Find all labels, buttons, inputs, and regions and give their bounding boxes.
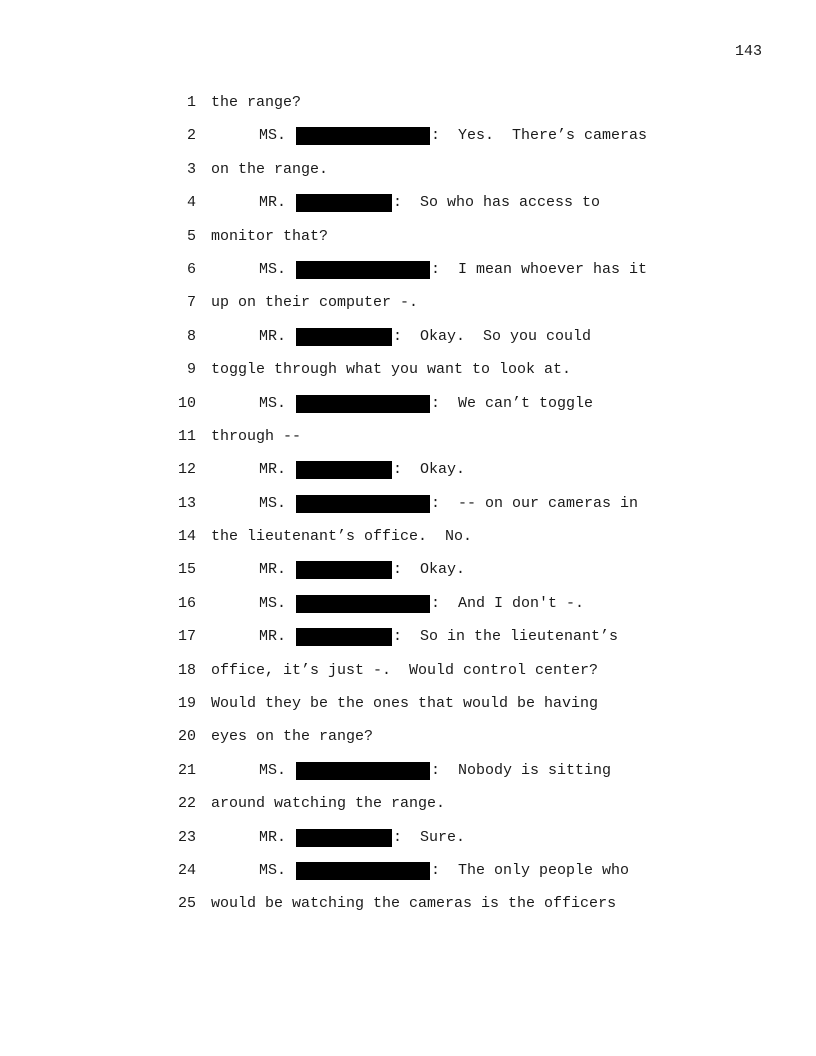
line-number: 7 (186, 294, 196, 312)
redaction-bar (296, 628, 392, 646)
transcript-line (0, 161, 816, 194)
redaction-bar (296, 461, 392, 479)
line-number: 16 (177, 594, 196, 612)
redaction-bar (296, 495, 430, 513)
redaction-bar (296, 328, 392, 346)
speaker-title: MS. (259, 861, 287, 879)
line-text (259, 862, 629, 880)
line-text: Would they be the ones that would be having (211, 695, 599, 713)
line-text (259, 829, 465, 847)
line-text: would be watching the cameras is the officers (211, 895, 617, 913)
speaker-statement: : We can’t toggle (431, 394, 594, 412)
redaction-bar (296, 261, 430, 279)
speaker-statement: : Okay. So you could (393, 327, 592, 345)
redaction-bar (296, 829, 392, 847)
speaker-statement: : -- on our cameras in (431, 494, 639, 512)
line-text (259, 495, 638, 513)
speaker-title: MS. (259, 761, 287, 779)
line-number: 17 (177, 628, 196, 646)
line-number: 4 (186, 194, 196, 212)
transcript-line (0, 127, 816, 160)
line-text: toggle through what you want to look at. (211, 361, 572, 379)
line-text: the range? (211, 94, 302, 111)
line-number: 21 (177, 761, 196, 779)
line-number: 8 (186, 327, 196, 345)
redaction-bar (296, 561, 392, 579)
line-text (259, 595, 584, 613)
speaker-title: MS. (259, 394, 287, 412)
redaction-bar (296, 595, 430, 613)
transcript-line (0, 695, 816, 728)
speaker-statement: : So in the lieutenant’s (393, 628, 619, 646)
transcript-line (0, 94, 816, 127)
speaker-statement: : So who has access to (393, 194, 601, 212)
speaker-statement: : Yes. There’s cameras (431, 127, 648, 145)
transcript-line (0, 628, 816, 661)
line-number: 14 (177, 528, 196, 546)
transcript-line (0, 762, 816, 795)
line-number: 12 (177, 461, 196, 479)
line-text (259, 628, 618, 646)
transcript-line (0, 895, 816, 928)
transcript-line (0, 728, 816, 761)
transcript-line (0, 294, 816, 327)
line-number: 23 (177, 828, 196, 846)
speaker-statement: : Okay. (393, 561, 466, 579)
transcript-line (0, 528, 816, 561)
speaker-title: MR. (259, 828, 287, 846)
line-text (259, 328, 591, 346)
line-text (259, 561, 465, 579)
line-number: 5 (186, 227, 196, 245)
transcript-line (0, 361, 816, 394)
transcript-line (0, 561, 816, 594)
page-number: 143 (734, 43, 762, 60)
speaker-statement: : Sure. (393, 828, 466, 846)
transcript-line (0, 495, 816, 528)
transcript-line (0, 829, 816, 862)
line-number: 24 (177, 861, 196, 879)
line-number: 1 (186, 94, 196, 111)
line-text: up on their computer -. (211, 294, 419, 312)
speaker-title: MR. (259, 461, 287, 479)
transcript-line (0, 428, 816, 461)
speaker-statement: : I mean whoever has it (431, 260, 648, 278)
redaction-bar (296, 127, 430, 145)
line-number: 6 (186, 260, 196, 278)
line-number: 25 (177, 895, 196, 913)
line-text (259, 194, 600, 212)
line-number: 10 (177, 394, 196, 412)
line-text: office, it’s just -. Would control center? (211, 661, 599, 679)
line-number: 19 (177, 695, 196, 713)
line-text: through -- (211, 427, 302, 445)
transcript-line (0, 395, 816, 428)
transcript-body (0, 94, 816, 929)
transcript-line (0, 862, 816, 895)
redaction-bar (296, 862, 430, 880)
transcript-line (0, 595, 816, 628)
transcript-line (0, 194, 816, 227)
transcript-line (0, 461, 816, 494)
line-text (259, 261, 647, 279)
line-text (259, 395, 593, 413)
speaker-title: MR. (259, 561, 287, 579)
redaction-bar (296, 194, 392, 212)
line-number: 3 (186, 160, 196, 178)
transcript-line (0, 261, 816, 294)
speaker-title: MR. (259, 327, 287, 345)
line-number: 18 (177, 661, 196, 679)
line-text (259, 762, 611, 780)
speaker-statement: : Okay. (393, 461, 466, 479)
speaker-title: MR. (259, 628, 287, 646)
line-number: 11 (177, 427, 196, 445)
line-text: eyes on the range? (211, 728, 374, 746)
transcript-line (0, 795, 816, 828)
transcript-line (0, 662, 816, 695)
line-number: 15 (177, 561, 196, 579)
transcript-line (0, 228, 816, 261)
redaction-bar (296, 395, 430, 413)
speaker-statement: : The only people who (431, 861, 630, 879)
line-text (259, 127, 647, 145)
transcript-line (0, 328, 816, 361)
speaker-title: MR. (259, 194, 287, 212)
line-text (259, 461, 465, 479)
line-text: around watching the range. (211, 795, 446, 813)
speaker-title: MS. (259, 494, 287, 512)
speaker-title: MS. (259, 260, 287, 278)
speaker-title: MS. (259, 127, 287, 145)
line-text: monitor that? (211, 227, 329, 245)
line-text: the lieutenant’s office. No. (211, 528, 473, 546)
line-number: 13 (177, 494, 196, 512)
redaction-bar (296, 762, 430, 780)
line-number: 9 (186, 361, 196, 379)
line-number: 22 (177, 795, 196, 813)
line-number: 2 (186, 127, 196, 145)
speaker-statement: : And I don't -. (431, 594, 585, 612)
line-text: on the range. (211, 160, 329, 178)
line-number: 20 (177, 728, 196, 746)
speaker-title: MS. (259, 594, 287, 612)
speaker-statement: : Nobody is sitting (431, 761, 612, 779)
